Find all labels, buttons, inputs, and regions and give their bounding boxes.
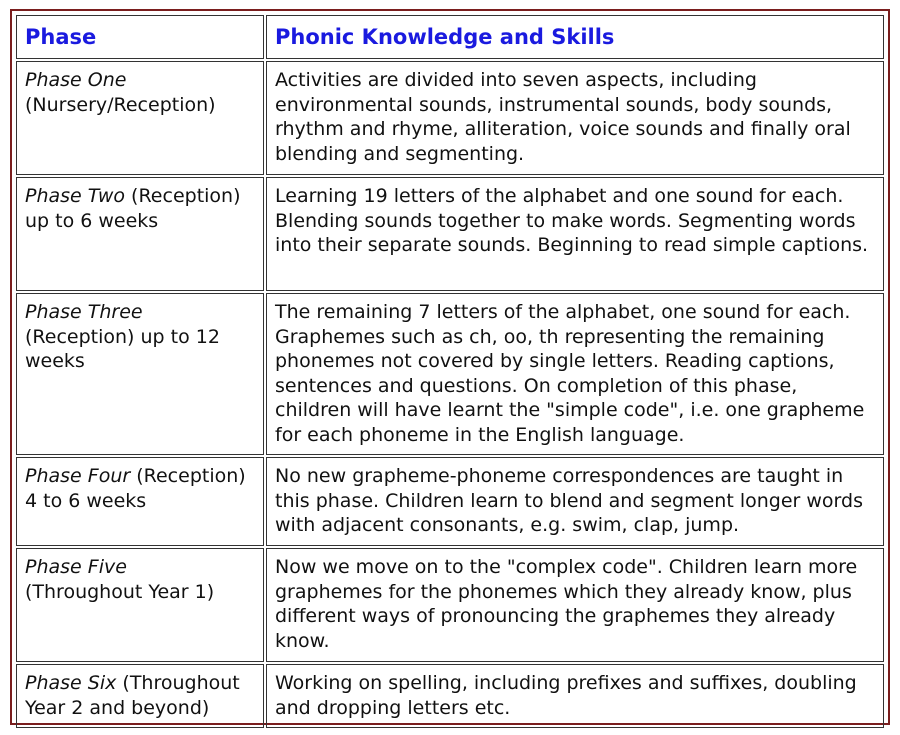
table-row bbox=[16, 61, 884, 175]
phase-detail: (Reception) up to 12 weeks bbox=[25, 325, 220, 372]
phase-cell bbox=[16, 548, 264, 662]
table-row bbox=[16, 457, 884, 546]
phonics-phases-table bbox=[14, 13, 886, 730]
skills-cell: Working on spelling, including prefixes and suffixes, doubling and dropping letters etc. bbox=[266, 664, 884, 728]
skills-cell: The remaining 7 letters of the alphabet, one sound for each. Graphemes such as ch, oo, th representing the remaining phonemes not covered by single letters. Reading captions, sentences and questions. On completion of this phase, children will have learnt the "simple code", i.e. one grapheme for each phoneme in the English language. bbox=[266, 293, 884, 455]
phase-cell bbox=[16, 457, 264, 546]
phase-name: Phase Five bbox=[25, 556, 127, 578]
phase-cell bbox=[16, 293, 264, 455]
phonics-table-frame bbox=[10, 9, 890, 725]
skills-cell: No new grapheme-phoneme correspondences are taught in this phase. Children learn to blend and segment longer words with adjacent consonants, e.g. swim, clap, jump. bbox=[266, 457, 884, 546]
table-row bbox=[16, 548, 884, 662]
phase-detail: (Throughout Year 2 and beyond) bbox=[25, 672, 240, 719]
phase-cell bbox=[16, 177, 264, 291]
phase-name: Phase Six bbox=[25, 672, 117, 694]
header-phonic-knowledge: Phonic Knowledge and Skills bbox=[266, 15, 884, 59]
phase-detail: (Nursery/Reception) bbox=[25, 93, 216, 116]
phase-detail: (Throughout Year 1) bbox=[25, 580, 215, 603]
skills-cell: Now we move on to the "complex code". Children learn more graphemes for the phonemes which they already know, plus different ways of pronouncing the graphemes they already know. bbox=[266, 548, 884, 662]
table-header-row bbox=[16, 15, 884, 59]
phase-cell bbox=[16, 61, 264, 175]
table-row bbox=[16, 293, 884, 455]
phase-detail: (Reception) up to 6 weeks bbox=[25, 185, 241, 232]
phase-cell bbox=[16, 664, 264, 728]
phase-name: Phase Two bbox=[25, 185, 125, 207]
phase-name: Phase One bbox=[25, 69, 127, 91]
header-phase: Phase bbox=[16, 15, 264, 59]
skills-cell: Learning 19 letters of the alphabet and one sound for each. Blending sounds together to make words. Segmenting words into their separate sounds. Beginning to read simple captions. bbox=[266, 177, 884, 291]
table-row bbox=[16, 177, 884, 291]
phase-name: Phase Four bbox=[25, 465, 131, 487]
phase-name: Phase Three bbox=[25, 301, 143, 323]
skills-cell: Activities are divided into seven aspects, including environmental sounds, instrumental sounds, body sounds, rhythm and rhyme, alliteration, voice sounds and finally oral blending and segmenting. bbox=[266, 61, 884, 175]
table-row bbox=[16, 664, 884, 728]
phase-detail: (Reception) 4 to 6 weeks bbox=[25, 465, 246, 512]
